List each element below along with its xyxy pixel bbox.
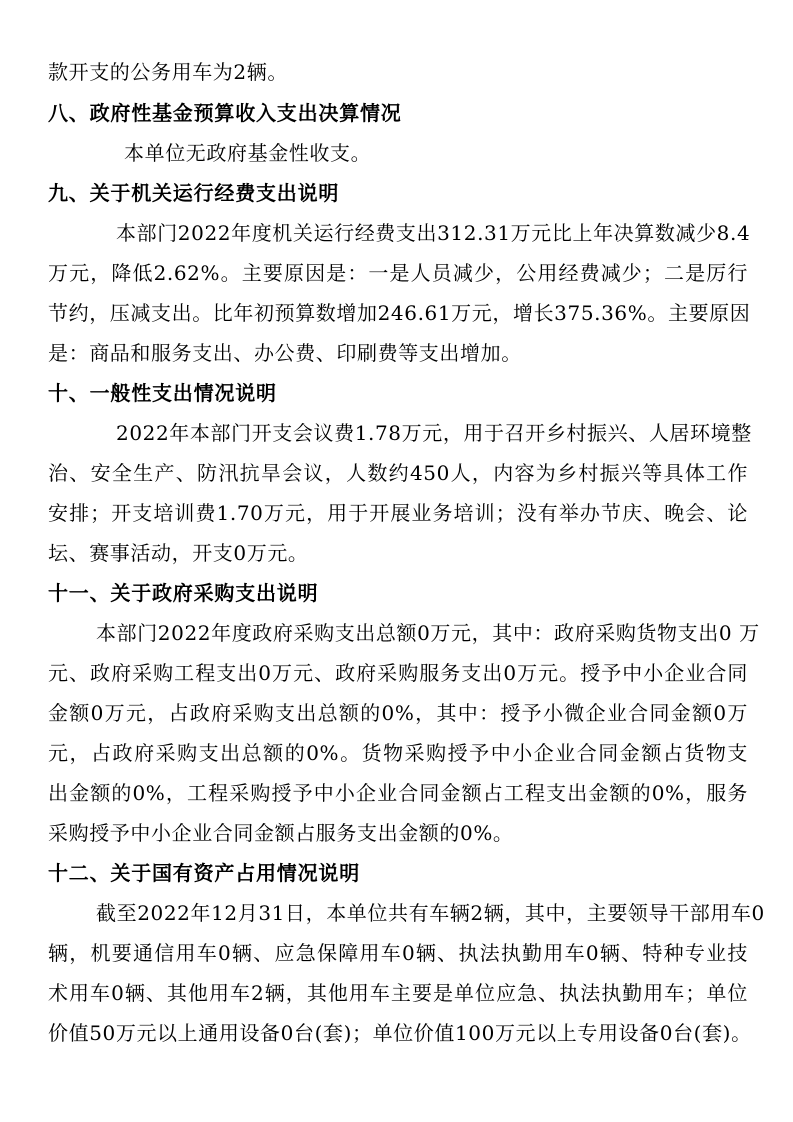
paragraph-line: 价值50万元以上通用设备0台(套)；单位价值100万元以上专用设备0台(套)。 [48, 1021, 752, 1045]
paragraph-line: 术用车0辆、其他用车2辆，其他用车主要是单位应急、执法执勤用车；单位 [48, 981, 748, 1005]
paragraph-line: 元、政府采购工程支出0万元、政府采购服务支出0万元。授予中小企业合同 [48, 661, 748, 685]
paragraph-line: 截至2022年12月31日，本单位共有车辆2辆，其中，主要领导干部用车0 [96, 901, 765, 925]
paragraph-line: 节约，压减支出。比年初预算数增加246.61万元，增长375.36%。主要原因 [48, 301, 751, 325]
paragraph-line: 坛、赛事活动，开支0万元。 [48, 541, 309, 565]
paragraph-line: 本部门2022年度政府采购支出总额0万元，其中：政府采购货物支出0 万 [96, 621, 760, 645]
section-heading-8: 八、政府性基金预算收入支出决算情况 [48, 101, 402, 125]
section-heading-9: 九、关于机关运行经费支出说明 [48, 181, 340, 205]
section-heading-12: 十二、关于国有资产占用情况说明 [48, 861, 360, 885]
paragraph-line: 款开支的公务用车为2辆。 [48, 60, 288, 84]
paragraph-line: 本单位无政府基金性收支。 [124, 141, 372, 165]
paragraph-line: 2022年本部门开支会议费1.78万元，用于召开乡村振兴、人居环境整 [116, 421, 752, 445]
paragraph-line: 是：商品和服务支出、办公费、印刷费等支出增加。 [48, 341, 522, 365]
paragraph-line: 出金额的0%，工程采购授予中小企业合同金额占工程支出金额的0%，服务 [48, 781, 748, 805]
section-heading-10: 十、一般性支出情况说明 [48, 381, 277, 405]
paragraph-line: 万元，降低2.62%。主要原因是：一是人员减少，公用经费减少；二是厉行 [48, 261, 748, 285]
paragraph-line: 采购授予中小企业合同金额占服务支出金额的0%。 [48, 821, 514, 845]
paragraph-line: 安排；开支培训费1.70万元，用于开展业务培训；没有举办节庆、晚会、论 [48, 501, 748, 525]
paragraph-line: 本部门2022年度机关运行经费支出312.31万元比上年决算数减少8.4 [116, 221, 751, 245]
paragraph-line: 元，占政府采购支出总额的0%。货物采购授予中小企业合同金额占货物支 [48, 741, 748, 765]
section-heading-11: 十一、关于政府采购支出说明 [48, 581, 319, 605]
paragraph-line: 辆，机要通信用车0辆、应急保障用车0辆、执法执勤用车0辆、特种专业技 [48, 941, 748, 965]
paragraph-line: 治、安全生产、防汛抗旱会议，人数约450人，内容为乡村振兴等具体工作 [48, 461, 748, 485]
paragraph-line: 金额0万元，占政府采购支出总额的0%，其中：授予小微企业合同金额0万 [48, 701, 748, 725]
